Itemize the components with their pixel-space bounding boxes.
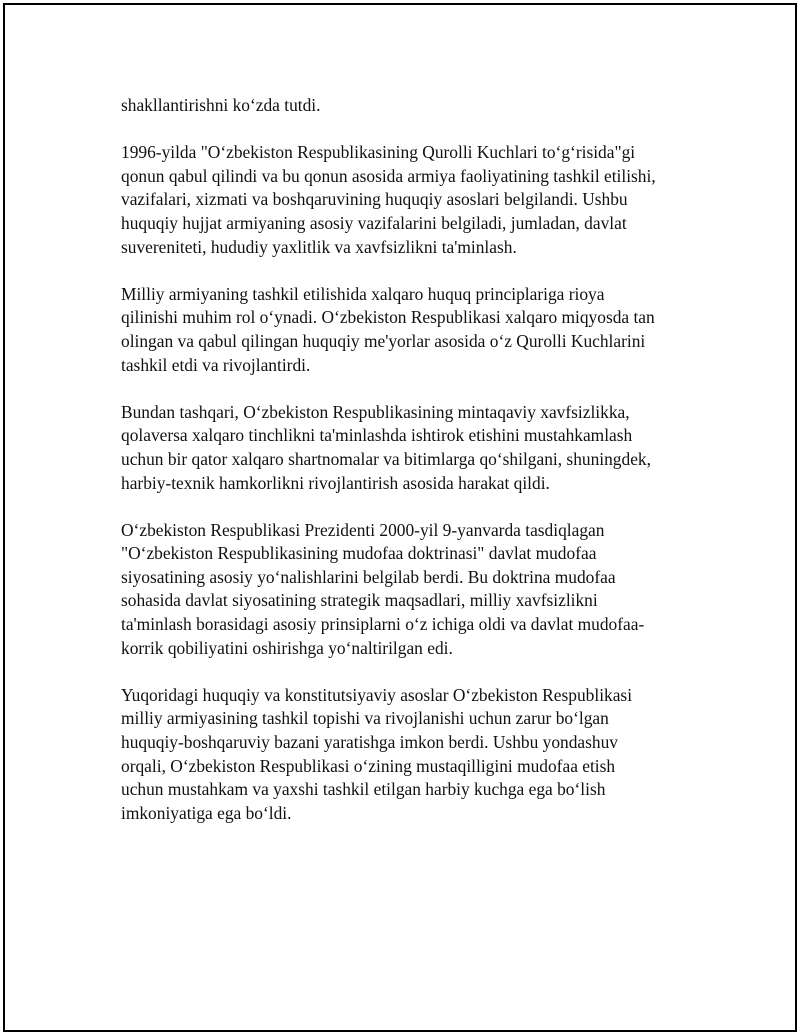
text-line: milliy armiyasining tashkil topishi va rivojlanishi uchun zarur bo‘lgan — [121, 708, 609, 729]
text-line: ta'minlash borasidagi asosiy prinsiplarni o‘z ichiga oldi va davlat mudofaa- — [121, 614, 645, 635]
text-line: uchun mustahkam va yaxshi tashkil etilgan harbiy kuchga ega bo‘lish — [121, 779, 606, 800]
paragraph-2 — [121, 141, 681, 259]
text-line: Milliy armiyaning tashkil etilishida xalqaro huquq principlariga rioya — [121, 283, 605, 304]
text-line: korrik qobiliyatini oshirishga yo‘naltirilgan edi. — [121, 637, 453, 658]
text-line: siyosatining asosiy yo‘nalishlarini belgilab berdi. Bu doktrina mudofaa — [121, 566, 616, 587]
text-line: qilinishi muhim rol o‘ynadi. O‘zbekiston Respublikasi xalqaro miqyosda tan — [121, 307, 655, 328]
text-line: qonun qabul qilindi va bu qonun asosida armiya faoliyatining tashkil etilishi, — [121, 165, 656, 186]
text-line: Bundan tashqari, O‘zbekiston Respublikasining mintaqaviy xavfsizlikka, — [121, 401, 630, 422]
paragraph-4 — [121, 401, 681, 495]
text-line: huquqiy-boshqaruviy bazani yaratishga imkon berdi. Ushbu yondashuv — [121, 732, 618, 753]
text-line: shakllantirishni ko‘zda tutdi. — [121, 95, 321, 115]
document-body — [121, 94, 681, 849]
paragraph-1 — [121, 94, 681, 118]
text-line: suvereniteti, hududiy yaxlitlik va xavfsizlikni ta'minlash. — [121, 236, 517, 257]
paragraph-5 — [121, 519, 681, 661]
text-line: 1996-yilda "O‘zbekiston Respublikasining Qurolli Kuchlari to‘g‘risida"gi — [121, 142, 636, 163]
text-line: O‘zbekiston Respublikasi Prezidenti 2000-yil 9-yanvarda tasdiqlagan — [121, 519, 605, 540]
text-line: orqali, O‘zbekiston Respublikasi o‘zining mustaqilligini mudofaa etish — [121, 755, 616, 776]
text-line: harbiy-texnik hamkorlikni rivojlantirish asosida harakat qildi. — [121, 472, 550, 493]
text-line: olingan va qabul qilingan huquqiy me'yorlar asosida o‘z Qurolli Kuchlarini — [121, 330, 646, 351]
text-line: tashkil etdi va rivojlantirdi. — [121, 354, 311, 375]
paragraph-6 — [121, 684, 681, 826]
text-line: vazifalari, xizmati va boshqaruvining huquqiy asoslari belgilandi. Ushbu — [121, 189, 628, 210]
text-line: sohasida davlat siyosatining strategik maqsadlari, milliy xavfsizlikni — [121, 590, 598, 611]
text-line: qolaversa xalqaro tinchlikni ta'minlashda ishtirok etishini mustahkamlash — [121, 425, 633, 446]
text-line: huquqiy hujjat armiyaning asosiy vazifalarini belgiladi, jumladan, davlat — [121, 212, 627, 233]
text-line: imkoniyatiga ega bo‘ldi. — [121, 802, 292, 823]
text-line: Yuqoridagi huquqiy va konstitutsiyaviy asoslar O‘zbekiston Respublikasi — [121, 684, 633, 705]
text-line: uchun bir qator xalqaro shartnomalar va bitimlarga qo‘shilgani, shuningdek, — [121, 448, 651, 469]
text-line: "O‘zbekiston Respublikasining mudofaa doktrinasi" davlat mudofaa — [121, 543, 597, 564]
paragraph-3 — [121, 283, 681, 377]
page-frame — [3, 3, 797, 1032]
